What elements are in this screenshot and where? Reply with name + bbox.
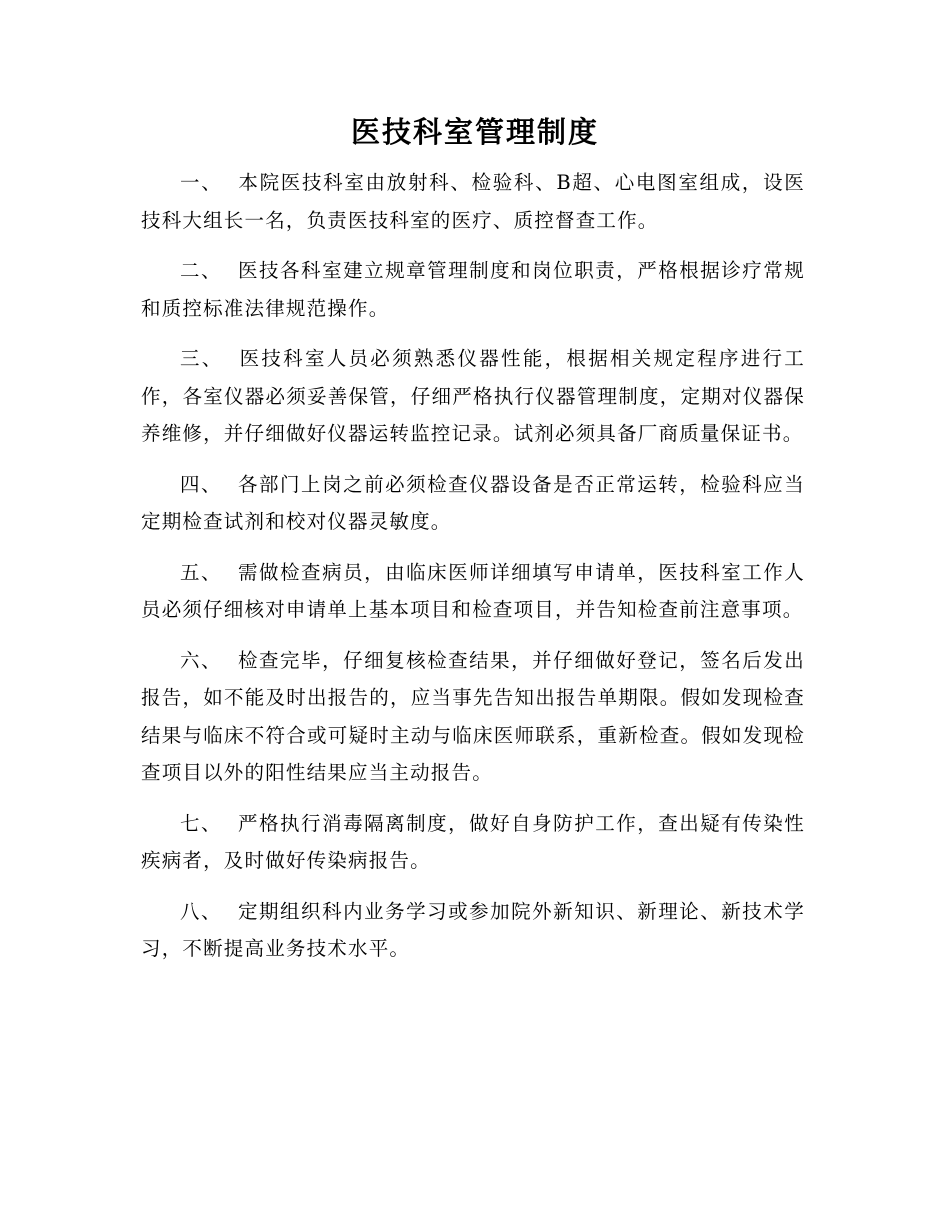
paragraph-number: 七、: [180, 811, 223, 835]
paragraph-3: [141, 340, 805, 453]
paragraph-2: [141, 252, 805, 327]
paragraph-number: 五、: [180, 560, 223, 584]
paragraph-text: 各部门上岗之前必须检查仪器设备是否正常运转，检验科应当定期检查试剂和校对仪器灵敏度。: [141, 472, 805, 533]
paragraph-text: 定期组织科内业务学习或参加院外新知识、新理论、新技术学习，不断提高业务技术水平。: [141, 899, 805, 960]
paragraph-1: [141, 164, 805, 239]
paragraph-number: 八、: [180, 899, 223, 923]
paragraph-text: 医技各科室建立规章管理制度和岗位职责，严格根据诊疗常规和质控标准法律规范操作。: [141, 259, 805, 320]
document-title: 医技科室管理制度: [350, 115, 599, 149]
paragraph-text: 医技科室人员必须熟悉仪器性能，根据相关规定程序进行工作，各室仪器必须妥善保管，仔细严格执行仪器管理制度，定期对仪器保养维修，并仔细做好仪器运转监控记录。试剂必须具备厂商质量保证书。: [141, 347, 805, 445]
paragraph-7: [141, 805, 805, 880]
document-body: [141, 164, 805, 981]
paragraph-6: [141, 642, 805, 792]
paragraph-8: [141, 893, 805, 968]
paragraph-text: 严格执行消毒隔离制度，做好自身防护工作，查出疑有传染性疾病者，及时做好传染病报告。: [141, 811, 805, 872]
paragraph-text: 检查完毕，仔细复核检查结果，并仔细做好登记，签名后发出报告，如不能及时出报告的，应当事先告知出报告单期限。假如发现检查结果与临床不符合或可疑时主动与临床医师联系，重新检查。假如发现检查项目以外的阳性结果应当主动报告。: [141, 648, 805, 784]
paragraph-number: 四、: [180, 472, 223, 496]
paragraph-4: [141, 466, 805, 541]
paragraph-number: 六、: [180, 648, 223, 672]
paragraph-number: 三、: [180, 347, 224, 370]
paragraph-number: 二、: [180, 259, 223, 282]
paragraph-5: [141, 554, 805, 629]
paragraph-text: 需做检查病员，由临床医师详细填写申请单，医技科室工作人员必须仔细核对申请单上基本项目和检查项目，并告知检查前注意事项。: [141, 560, 805, 621]
paragraph-text: 本院医技科室由放射科、检验科、B超、心电图室组成，设医技科大组长一名，负责医技科室的医疗、质控督查工作。: [141, 171, 805, 232]
paragraph-number: 一、: [180, 171, 223, 194]
